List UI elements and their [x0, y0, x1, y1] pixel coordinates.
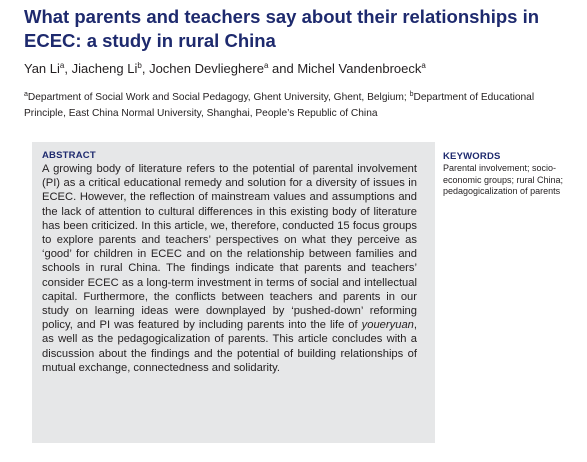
- keywords-list: Parental involvement; socio-economic groups; rural China; pedagogicalization of parents: [443, 163, 564, 196]
- author-name: Michel Vandenbroeck: [297, 61, 422, 76]
- author-affiliation-marker: b: [137, 61, 142, 70]
- article-title: What parents and teachers say about their relationships in ECEC: a study in rural China: [24, 6, 540, 51]
- affiliations: [24, 90, 569, 122]
- keywords-panel: [443, 151, 583, 198]
- abstract-text: , as well as the pedagogicalization of parents. This article concludes with a discussion about the findings and the potential of building relationships of mutual exchange, connectedness and solidarity.: [42, 319, 417, 374]
- affiliation-text: Department of Social Work and Social Pedagogy, Ghent University, Ghent, Belgium;: [27, 92, 410, 103]
- author-name: Jiacheng Li: [71, 61, 138, 76]
- author-list: [24, 60, 584, 78]
- author-separator: ,: [64, 61, 72, 76]
- affiliation-marker: a: [24, 91, 28, 98]
- author-affiliation-marker: a: [421, 61, 426, 70]
- abstract-panel: [32, 142, 435, 443]
- affiliation-marker: b: [409, 91, 414, 98]
- abstract-body: [42, 162, 417, 375]
- author-affiliation-marker: a: [59, 61, 65, 70]
- author-name: Yan Li: [24, 61, 60, 76]
- abstract-text: A growing body of literature refers to the potential of parental involvement (PI) as a critical educational remedy and solution for a diversity of issues in ECEC. However, the reflection of mainstream values and assumptions and the lack of attention to cultural differences in this existing body of literature has been criticized. In this article, we, therefore, conducted 15 focus groups to explore parents and teachers’ perspectives on what they perceive as ‘good’ for children in ECEC and on the relationship between families and schools in rural China. The findings indicate that parents and teachers’ consider ECEC as a long-term investment in terms of social and intellectual capital. Furthermore, the conflicts between teachers and parents in our study on learning ideas were downplayed by ‘pushed-down’ reforming policy, and PI was featured by including parents into the life of: [42, 163, 417, 332]
- author-separator: ,: [141, 61, 150, 76]
- abstract-heading: ABSTRACT: [42, 150, 96, 161]
- abstract-italic-term: youeryuan: [361, 319, 414, 332]
- author-affiliation-marker: a: [263, 61, 269, 70]
- keywords-heading: KEYWORDS: [443, 151, 501, 162]
- author-name: Jochen Devlieghere: [149, 61, 264, 76]
- affiliation-text: Department of Educational Principle, East China Normal University, Shanghai, People’s Republic of China: [24, 92, 535, 119]
- author-separator: and: [268, 61, 298, 76]
